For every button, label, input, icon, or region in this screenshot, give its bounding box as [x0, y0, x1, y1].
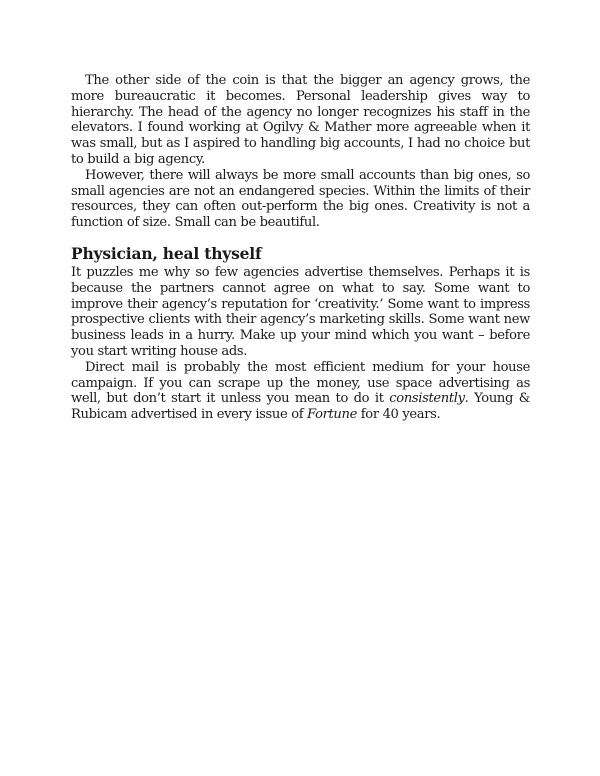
emphasis-fortune: Fortune: [307, 407, 357, 423]
paragraph-agency-growth: The other side of the coin is that the bigger an agency grows, the more bureaucratic it becomes. Personal leadership gives way to hierarchy. The head of the agency no longer recognizes his staff in the elevators. I found working at Ogilvy & Mather more agreeable when it was small, but as I aspired to handling big accounts, I had no choice but to build a big agency.: [71, 73, 530, 167]
text-run: . Young & Rubicam advertised in every issue of: [71, 391, 530, 423]
text-run: for 40 years.: [357, 407, 441, 423]
paragraph-direct-mail: [71, 360, 530, 423]
text-run: Direct mail is probably the most efficient medium for your house campaign. If you can scrape up the money, use space advertising as well, but don’t start it unless you mean to do it: [71, 359, 530, 407]
emphasis-consistently: consistently: [389, 391, 465, 407]
paragraph-agency-advertising: It puzzles me why so few agencies advertise themselves. Perhaps it is because the partners cannot agree on what to say. Some want to improve their agency’s reputation for ‘creativity.’ Some want to impress prospective clients with their agency’s marketing skills. Some want new business leads in a hurry. Make up your mind which you want – before you start writing house ads.: [71, 264, 530, 359]
document-page: [71, 73, 530, 423]
section-heading: Physician, heal thyself: [71, 243, 262, 263]
paragraph-small-agencies: However, there will always be more small accounts than big ones, so small agencies are not an endangered species. Within the limits of their resources, they can often out-perform the big ones. Creativity is not a function of size. Small can be beautiful.: [71, 167, 530, 231]
